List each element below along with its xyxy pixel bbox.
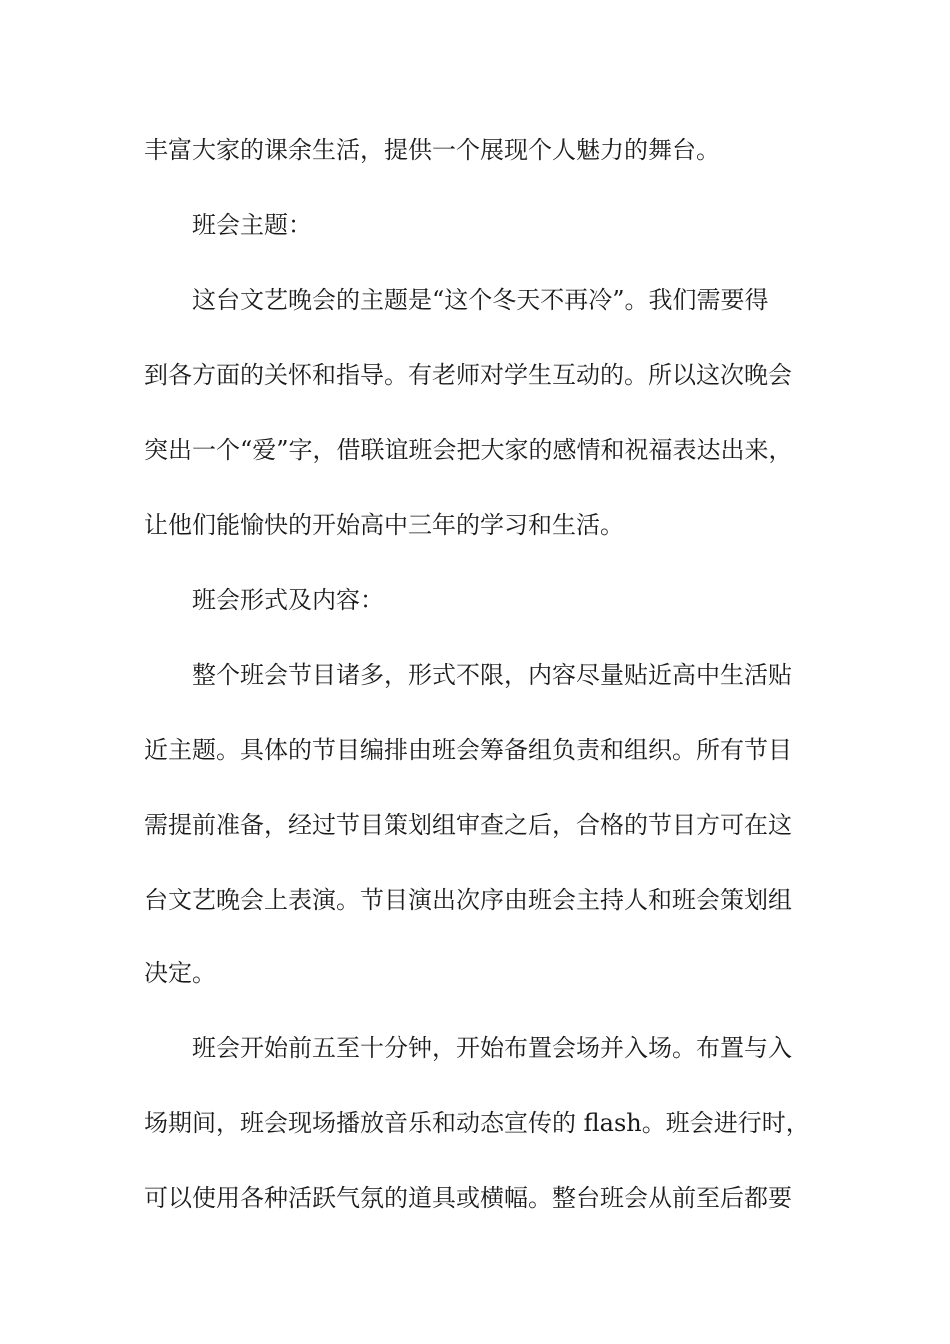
paragraph-line: 丰富大家的课余生活，提供一个展现个人魅力的舞台。 [144,136,720,164]
paragraph-line: 这台文艺晚会的主题是“这个冬天不再冷”。我们需要得 [192,286,769,314]
paragraph-line: 需提前准备，经过节目策划组审查之后，合格的节目方可在这 [144,811,792,839]
paragraph-line: 可以使用各种活跃气氛的道具或横幅。整台班会从前至后都要 [144,1184,792,1212]
paragraph-line: 班会开始前五至十分钟，开始布置会场并入场。布置与入 [192,1034,792,1062]
paragraph-line: 到各方面的关怀和指导。有老师对学生互动的。所以这次晚会 [144,361,792,389]
paragraph-line: 决定。 [144,959,216,987]
paragraph-line: 让他们能愉快的开始高中三年的学习和生活。 [144,511,624,539]
section-heading-format: 班会形式及内容： [192,586,384,614]
paragraph-line: 整个班会节目诸多，形式不限，内容尽量贴近高中生活贴 [192,661,792,689]
paragraph-line: 台文艺晚会上表演。节目演出次序由班会主持人和班会策划组 [144,886,792,914]
paragraph-line: 场期间，班会现场播放音乐和动态宣传的 flash。班会进行时， [144,1109,810,1137]
paragraph-line: 近主题。具体的节目编排由班会筹备组负责和组织。所有节目 [144,736,792,764]
paragraph-line: 突出一个“爱”字，借联谊班会把大家的感情和祝福表达出来， [144,436,793,464]
section-heading-theme: 班会主题： [192,211,312,239]
